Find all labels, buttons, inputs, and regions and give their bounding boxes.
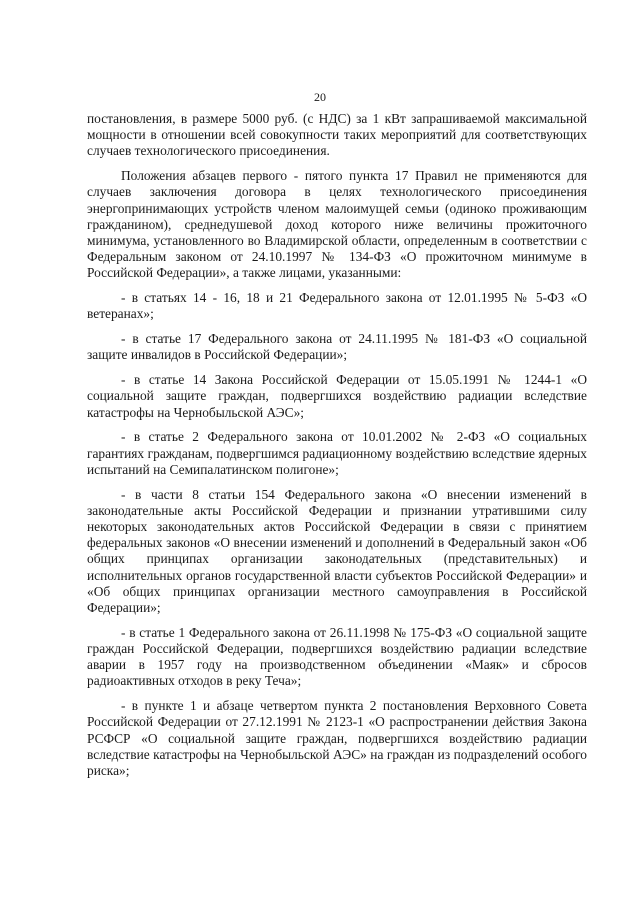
list-item-legislative-acts-law: - в части 8 статьи 154 Федерального закона «О внесении изменений в законодательные акты Российской Федерации и признании утратившими силу некоторых законодательных актов Российской Федерации в связи с принятием федеральных законов «О внесении изменений и дополнений в Федеральный закон «Об общих принципах организации законодательных (представительных) и исполнительных органов государственной власти субъектов Российской Федерации» и «Об общих принципах организации местного самоуправления в Российской Федерации»; [87, 486, 587, 616]
list-item-chernobyl-law: - в статье 14 Закона Российской Федерации от 15.05.1991 № 1244-1 «О социальной защите граждан, подвергшихся воздействию радиации вследствие катастрофы на Чернобыльской АЭС»; [87, 372, 587, 420]
paragraph-continuation: постановления, в размере 5000 руб. (с НДС) за 1 кВт запрашиваемой максимальной мощности в отношении всей совокупности таких мероприятий для соответствующих случаев технологического присоединения. [87, 111, 587, 159]
list-item-special-risk-resolution: - в пункте 1 и абзаце четвертом пункта 2 постановления Верховного Совета Российской Федерации от 27.12.1991 № 2123-1 «О распространении действия Закона РСФСР «О социальной защите граждан, подвергшихся воздействию радиации вследствие катастрофы на Чернобыльской АЭС» на граждан из подразделений особого риска»; [87, 698, 587, 779]
list-item-veterans-law: - в статьях 14 - 16, 18 и 21 Федерального закона от 12.01.1995 № 5-ФЗ «О ветеранах»; [87, 290, 587, 322]
document-body [87, 111, 587, 788]
list-item-disabled-protection-law: - в статье 17 Федерального закона от 24.11.1995 № 181-ФЗ «О социальной защите инвалидов в Российской Федерации»; [87, 331, 587, 363]
paragraph-exemptions: Положения абзацев первого - пятого пункта 17 Правил не применяются для случаев заключения договора в целях технологического присоединения энергопринимающих устройств членом малоимущей семьи (одиноко проживающим гражданином), среднедушевой доход которого ниже величины прожиточного минимума, установленного во Владимирской области, определенным в соответствии с Федеральным законом от 24.10.1997 № 134-ФЗ «О прожиточном минимуме в Российской Федерации», а также лицами, указанными: [87, 168, 587, 281]
list-item-mayak-law: - в статье 1 Федерального закона от 26.11.1998 № 175-ФЗ «О социальной защите граждан Российской Федерации, подвергшихся воздействию радиации вследствие аварии в 1957 году на производственном объединении «Маяк» и сбросов радиоактивных отходов в реку Теча»; [87, 624, 587, 689]
list-item-semipalatinsk-law: - в статье 2 Федерального закона от 10.01.2002 № 2-ФЗ «О социальных гарантиях гражданам, подвергшимся радиационному воздействию вследствие ядерных испытаний на Семипалатинском полигоне»; [87, 429, 587, 477]
page-number: 20 [314, 90, 326, 104]
